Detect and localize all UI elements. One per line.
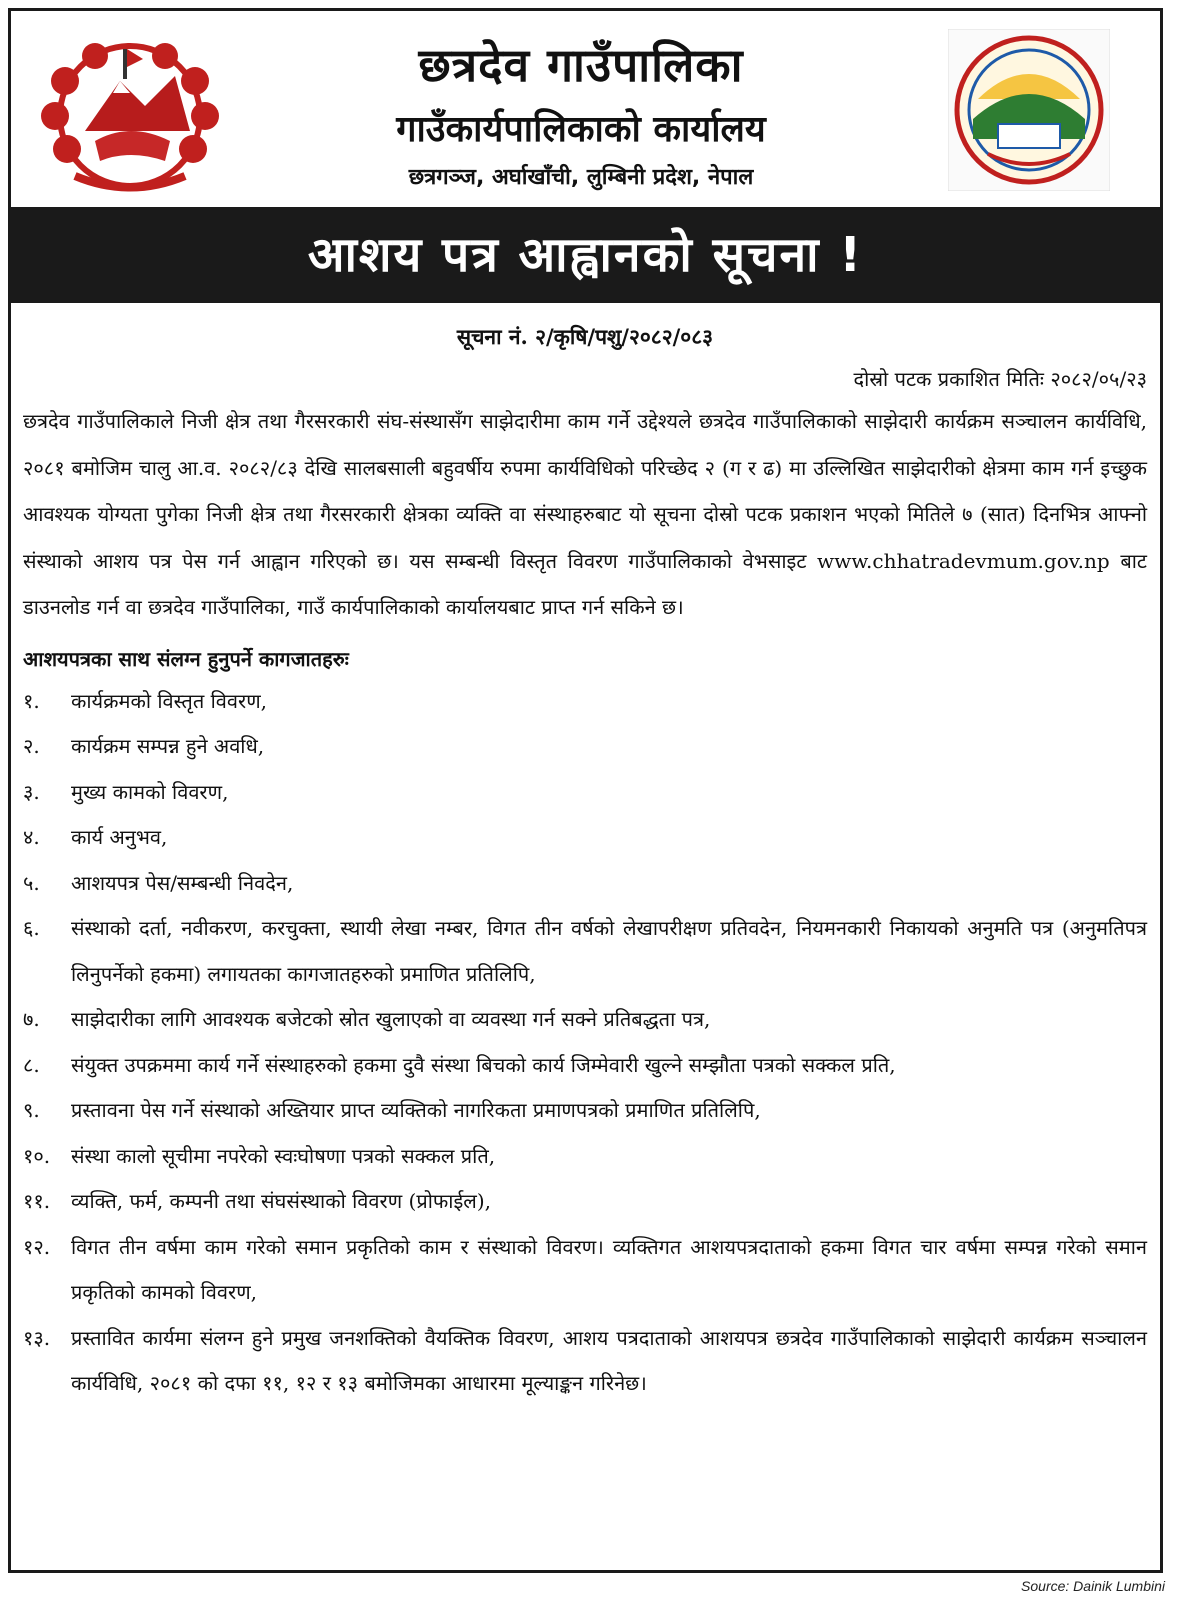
office-address: छत्रगञ्ज, अर्घाखाँची, लुम्बिनी प्रदेश, नेपाल — [408, 165, 754, 190]
list-item — [23, 1225, 1147, 1316]
list-item-number: ७. — [23, 1007, 40, 1031]
list-item-number: ६. — [23, 916, 40, 940]
list-item-text: संस्था कालो सूचीमा नपरेको स्वःघोषणा पत्रको सक्कल प्रति, — [71, 1143, 496, 1168]
list-item-number: ३. — [23, 779, 40, 804]
list-item — [23, 997, 1147, 1043]
notice-number: सूचना नं. २/कृषि/पशु/२०८२/०८३ — [456, 324, 714, 349]
list-item-text: व्यक्ति, फर्म, कम्पनी तथा संघसंस्थाको विवरण (प्रोफाईल), — [71, 1189, 492, 1213]
list-item — [23, 1043, 1147, 1089]
documents-list — [23, 679, 1147, 1407]
municipality-name: छत्रदेव गाउँपालिका — [418, 38, 744, 92]
list-item — [23, 1088, 1147, 1134]
list-item-number: २. — [23, 734, 40, 758]
list-item-text: आशयपत्र पेस/सम्बन्धी निवदेन, — [71, 870, 294, 895]
list-item — [23, 1179, 1147, 1225]
list-item-number: ९. — [23, 1098, 40, 1122]
office-name: गाउँकार्यपालिकाको कार्यालय — [396, 109, 766, 150]
list-item-text: कार्य अनुभव, — [71, 825, 168, 849]
list-item-number: १. — [23, 688, 40, 713]
notice-frame — [8, 8, 1163, 1573]
list-item-number: १३. — [23, 1325, 51, 1350]
source-credit: Source: Dainik Lumbini — [1021, 1578, 1165, 1594]
list-item-text: विगत तीन वर्षमा काम गरेको समान प्रकृतिको काम र संस्थाको विवरण। व्यक्तिगत आशयपत्रदाताको हकमा विगत चार वर्षमा सम्पन्न गरेको समान प्रकृतिको कामको विवरण, — [71, 1234, 1147, 1304]
documents-list-title: आशयपत्रका साथ संलग्न हुनुपर्ने कागजातहरुः — [23, 646, 349, 671]
list-item-text: साझेदारीका लागि आवश्यक बजेटको स्रोत खुलाएको वा व्यवस्था गर्न सक्ने प्रतिबद्धता पत्र, — [71, 1007, 711, 1031]
municipality-logo — [948, 29, 1110, 191]
list-item-text: संयुक्त उपक्रममा कार्य गर्ने संस्थाहरुको हकमा दुवै संस्था बिचको कार्य जिम्मेवारी खुल्ने सम्झौता पत्रको सक्कल प्रति, — [71, 1052, 896, 1077]
list-item — [23, 724, 1147, 770]
notice-title-banner: आशय पत्र आह्वानको सूचना ! — [11, 207, 1160, 303]
notice-paragraph: छत्रदेव गाउँपालिकाले निजी क्षेत्र तथा गैरसरकारी संघ-संस्थासँग साझेदारीमा काम गर्ने उद्देश्यले छत्रदेव गाउँपालिकाको साझेदारी कार्यक्रम सञ्चालन कार्यविधि, २०८१ बमोजिम चालु आ.व. २०८२/८३ देखि सालबसाली बहुवर्षीय रुपमा कार्यविधिको परिच्छेद २ (ग र ढ) मा उल्लिखित साझेदारीको क्षेत्रमा काम गर्न इच्छुक आवश्यक योग्यता पुगेका निजी क्षेत्र तथा गैरसरकारी क्षेत्रका व्यक्ति वा संस्थाहरुबाट यो सूचना दोस्रो पटक प्रकाशन भएको मितिले ७ (सात) दिनभित्र आफ्नो संस्थाको आशय पत्र पेस गर्न आह्वान गरिएको छ। यस सम्बन्धी विस्तृत विवरण गाउँपालिकाको वेभसाइट www.chhatradevmum.gov.np बाट डाउनलोड गर्न वा छत्रदेव गाउँपालिका, गाउँ कार्यपालिकाको कार्यालयबाट प्राप्त गर्न सकिने छ। — [23, 409, 1147, 619]
list-item — [23, 906, 1147, 997]
list-item-text: कार्यक्रम सम्पन्न हुने अवधि, — [71, 734, 265, 758]
list-item — [23, 815, 1147, 861]
nepal-emblem — [25, 21, 235, 201]
notice-body — [23, 303, 1147, 1407]
list-item — [23, 679, 1147, 725]
list-item-text: संस्थाको दर्ता, नवीकरण, करचुक्ता, स्थायी लेखा नम्बर, विगत तीन वर्षको लेखापरीक्षण प्रतिवदेन, नियमनकारी निकायको अनुमति पत्र (अनुमतिपत्र लिनुपर्नेको हकमा) लगायतका कागजातहरुको प्रमाणित प्रतिलिपि, — [71, 916, 1147, 986]
published-date: दोस्रो पटक प्रकाशित मितिः २०८२/०५/२३ — [853, 367, 1147, 391]
list-item-number: १२. — [23, 1234, 51, 1259]
list-item-number: १०. — [23, 1143, 51, 1168]
list-item-number: ४. — [23, 825, 40, 849]
list-item-number: ५. — [23, 870, 40, 895]
list-item-text: प्रस्तावना पेस गर्ने संस्थाको अख्तियार प्राप्त व्यक्तिको नागरिकता प्रमाणपत्रको प्रमाणित प्रतिलिपि, — [71, 1098, 761, 1122]
list-item-number: ८. — [23, 1052, 40, 1077]
list-item-text: प्रस्तावित कार्यमा संलग्न हुने प्रमुख जनशक्तिको वैयक्तिक विवरण, आशय पत्रदाताको आशयपत्र छत्रदेव गाउँपालिकाको साझेदारी कार्यक्रम सञ्चालन कार्यविधि, २०८१ को दफा ११, १२ र १३ बमोजिमका आधारमा मूल्याङ्कन गरिनेछ। — [71, 1325, 1147, 1395]
list-item-text: कार्यक्रमको विस्तृत विवरण, — [71, 688, 268, 713]
list-item — [23, 770, 1147, 816]
list-item — [23, 1316, 1147, 1407]
header — [11, 11, 1160, 207]
list-item — [23, 861, 1147, 907]
list-item-text: मुख्य कामको विवरण, — [71, 779, 229, 804]
list-item-number: ११. — [23, 1189, 51, 1213]
list-item — [23, 1134, 1147, 1180]
